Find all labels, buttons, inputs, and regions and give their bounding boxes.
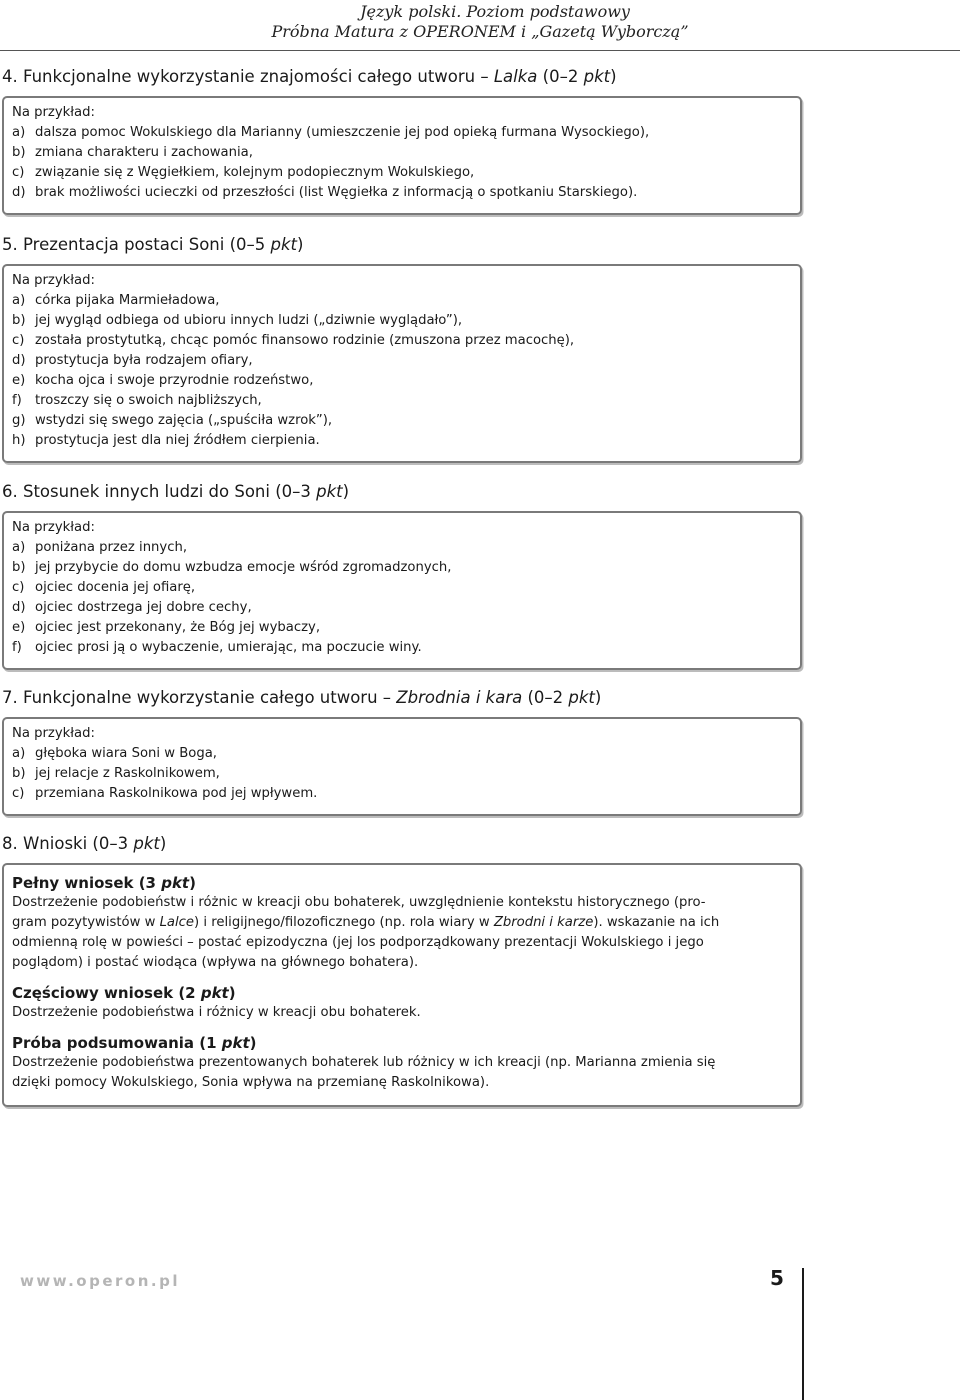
footer-url: www.operon.pl <box>20 1272 180 1290</box>
summary-attempt-title: Próba podsumowania (1 pkt) <box>12 1034 257 1052</box>
section-6 <box>0 481 802 670</box>
section-5-title: 5. Prezentacja postaci Soni (0–5 pkt) <box>2 235 304 254</box>
list-item: b) zmiana charakteru i zachowania, <box>12 145 253 160</box>
section-5-answer-box <box>2 264 802 463</box>
section-5 <box>0 234 802 463</box>
page-header <box>0 0 960 50</box>
list-item: f) ojciec prosi ją o wybaczenie, umierając, ma poczucie winy. <box>12 640 422 655</box>
section-8-title: 8. Wnioski (0–3 pkt) <box>2 834 167 853</box>
summary-attempt-text: Dostrzeżenie podobieństwa prezentowanych bohaterek lub różnicy w ich kreacji (np. Marianna zmienia się dzięki pomocy Wokulskiego, Sonia wpływa na przemianę Raskolnikowa). <box>12 1055 716 1090</box>
full-conclusion <box>12 873 792 973</box>
list-item: h) prostytucja jest dla niej źródłem cierpienia. <box>12 433 320 448</box>
list-item: g) wstydzi się swego zajęcia („spuściła wzrok”), <box>12 413 333 428</box>
list-item: a) poniżana przez innych, <box>12 540 188 555</box>
summary-attempt <box>12 1033 792 1093</box>
section-7-answer-box <box>2 717 802 816</box>
full-conclusion-title: Pełny wniosek (3 pkt) <box>12 874 196 892</box>
list-item: d) prostytucja była rodzajem ofiary, <box>12 353 253 368</box>
example-label: Na przykład: <box>12 105 95 120</box>
section-4-title: 4. Funkcjonalne wykorzystanie znajomości całego utworu – Lalka (0–2 pkt) <box>2 67 617 86</box>
section-6-title: 6. Stosunek innych ludzi do Soni (0–3 pkt) <box>2 482 350 501</box>
list-item: a) dalsza pomoc Wokulskiego dla Marianny (umieszczenie jej pod opieką furmana Wysockiego), <box>12 125 650 140</box>
list-item: b) jej przybycie do domu wzbudza emocje wśród zgromadzonych, <box>12 560 452 575</box>
list-item: c) ojciec docenia jej ofiarę, <box>12 580 196 595</box>
section-4-answer-box <box>2 96 802 215</box>
section-4 <box>0 66 802 215</box>
example-label: Na przykład: <box>12 726 95 741</box>
list-item: c) została prostytutką, chcąc pomóc finansowo rodzinie (zmuszona przez macochę), <box>12 333 575 348</box>
partial-conclusion <box>12 983 792 1023</box>
list-item: e) kocha ojca i swoje przyrodnie rodzeństwo, <box>12 373 314 388</box>
full-conclusion-text: Dostrzeżenie podobieństw i różnic w kreacji obu bohaterek, uwzględnienie kontekstu historycznego (pro- gram pozytywistów w Lalce) i religijnego/filozoficznego (np. rola wiary w Zbrodni i karze). wskazanie na ich odmienną rolę w powieści – postać epizodyczna (jej los podporządkowany prezentacji Wokulskiego i jego poglądom) i postać wiodąca (wpływa na głównego bohatera). <box>12 895 720 970</box>
list-item: b) jej wygląd odbiega od ubioru innych ludzi („dziwnie wyglądało”), <box>12 313 463 328</box>
list-item: a) córka pijaka Marmieładowa, <box>12 293 220 308</box>
header-subject: Język polski. Poziom podstawowy <box>360 2 630 21</box>
example-label: Na przykład: <box>12 520 95 535</box>
list-item: f) troszczy się o swoich najbliższych, <box>12 393 262 408</box>
partial-conclusion-text: Dostrzeżenie podobieństwa i różnicy w kreacji obu bohaterek. <box>12 1005 421 1020</box>
section-8-answer-box <box>2 863 802 1107</box>
list-item: b) jej relacje z Raskolnikowem, <box>12 766 220 781</box>
header-divider <box>0 50 960 51</box>
page-number-divider <box>802 1268 804 1400</box>
partial-conclusion-title: Częściowy wniosek (2 pkt) <box>12 984 236 1002</box>
list-item: e) ojciec jest przekonany, że Bóg jej wybaczy, <box>12 620 321 635</box>
section-7-title: 7. Funkcjonalne wykorzystanie całego utworu – Zbrodnia i kara (0–2 pkt) <box>2 688 602 707</box>
page-number: 5 <box>770 1266 784 1290</box>
header-exam-title: Próbna Matura z OPERONEM i „Gazetą Wyborczą” <box>271 22 689 41</box>
section-6-answer-box <box>2 511 802 670</box>
list-item: d) brak możliwości ucieczki od przeszłości (list Węgiełka z informacją o spotkaniu Starskiego). <box>12 185 638 200</box>
list-item: c) związanie się z Węgiełkiem, kolejnym podopiecznym Wokulskiego, <box>12 165 475 180</box>
list-item: c) przemiana Raskolnikowa pod jej wpływem. <box>12 786 318 801</box>
list-item: d) ojciec dostrzega jej dobre cechy, <box>12 600 252 615</box>
section-7 <box>0 687 802 816</box>
example-label: Na przykład: <box>12 273 95 288</box>
list-item: a) głęboka wiara Soni w Boga, <box>12 746 217 761</box>
section-8 <box>0 833 802 1107</box>
